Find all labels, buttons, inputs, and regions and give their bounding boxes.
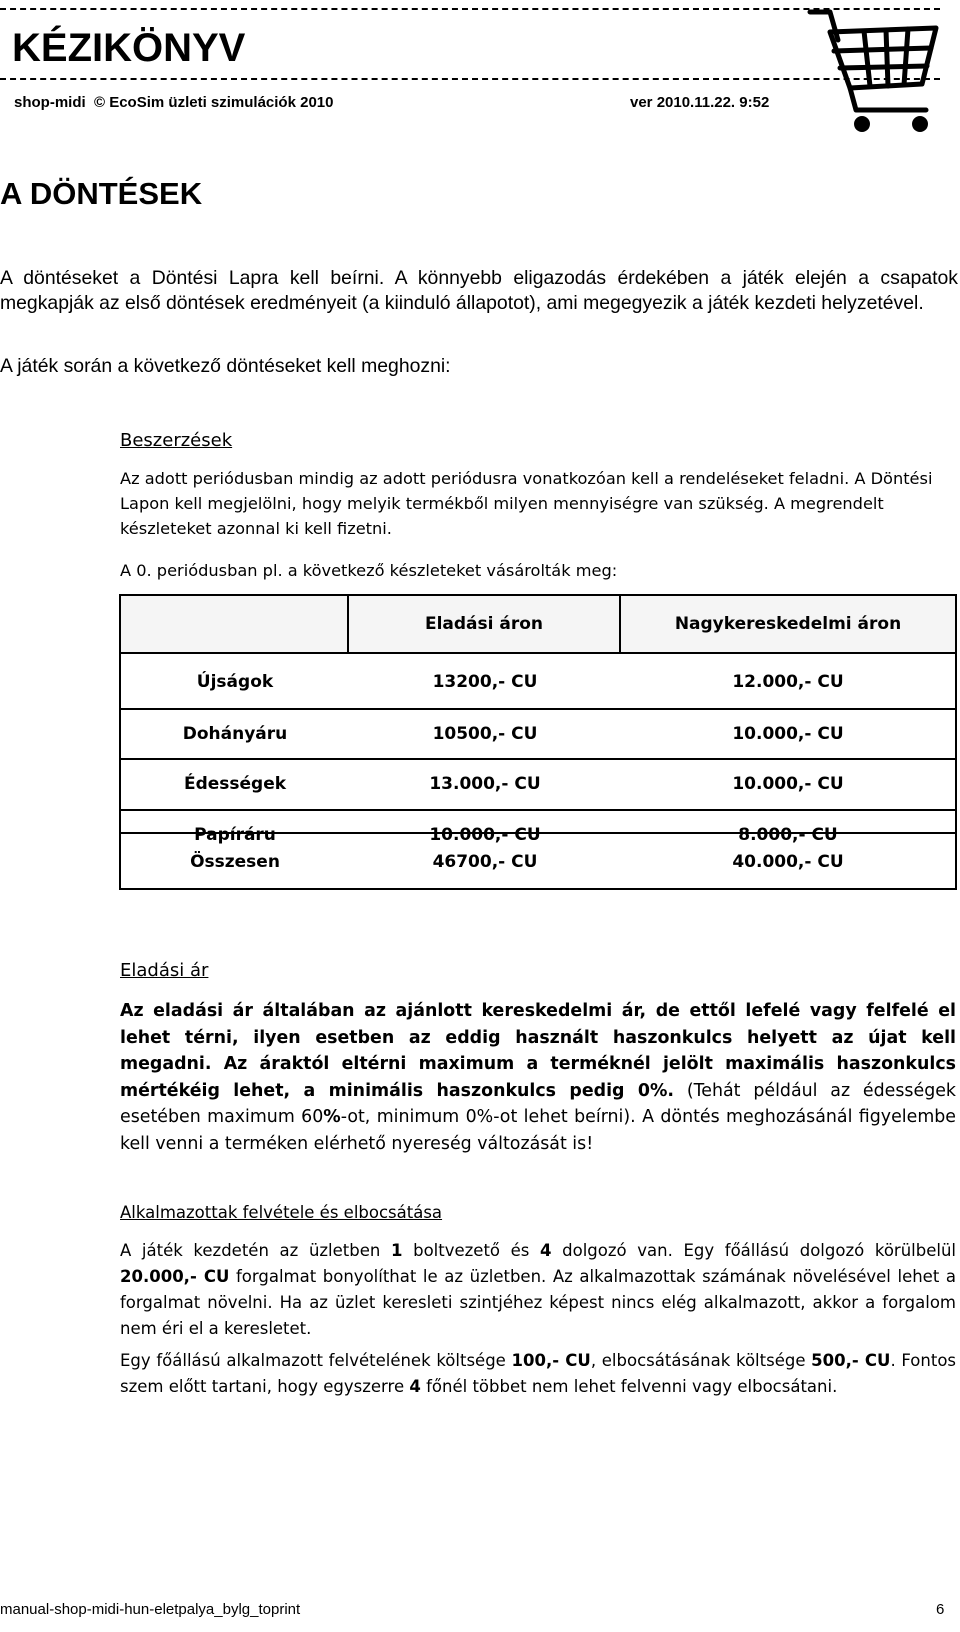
table-header-sale: Eladási áron [349, 596, 621, 652]
alkalmazottak-paragraph-1: A játék kezdetén az üzletben 1 boltvezető és 4 dolgozó van. Egy főállású dolgozó körülbelül 20.000,- CU forgalmat bonyolíthat le az üzletben. Az alkalmazottak számának növelésével lehet a forgalmat növelni. Ha az üzlet keresleti szintjéhez képest nincs elég alkalmazott, akkor a forgalom nem éri el a keresletet. [120, 1241, 956, 1338]
table-row-name: Dohányáru [182, 724, 288, 744]
table-total-sale: 46700,- CU [432, 852, 538, 872]
alkalmazottak-heading: Alkalmazottak felvétele és elbocsátása [120, 1203, 443, 1222]
header-bottom-rule [0, 78, 940, 80]
table-row-sale: 13200,- CU [432, 672, 538, 692]
table-row-sale: 10.000,- CU [429, 825, 541, 845]
table-row-name: Papíráru [194, 825, 276, 845]
table-row-name: Édességek [183, 774, 287, 794]
page-number: 6 [936, 1601, 945, 1618]
intro-lead: A játék során a következő döntéseket kell meghozni: [0, 355, 451, 377]
footer-filename: manual-shop-midi-hun-eletpalya_bylg_toprint [0, 1601, 301, 1618]
eladasi-ar-heading: Eladási ár [120, 960, 209, 981]
header-top-rule [0, 8, 940, 10]
eladasi-ar-paragraph: Az eladási ár általában az ajánlott kereskedelmi ár, de ettől lefelé vagy felfelé el lehet térni, ilyen esetben az eddig használt haszonkulcs helyett az újat kell megadni. Az áraktól eltérni maximum a terméknél jelölt maximális haszonkulcs mértékéig lehet, a minimális haszonkulcs pedig 0%. (Tehát például az édességek esetében maximum 60%-ot, minimum 0%-ot lehet beírni). A döntés meghozásánál figyelembe kell venni a terméken elérhető nyereség változását is! [120, 1001, 957, 1154]
table-row-sale: 10500,- CU [432, 724, 538, 744]
beszerzesek-heading: Beszerzések [120, 430, 233, 451]
table-header-empty [121, 596, 349, 652]
eladasi-ar-rule: Az eladási ár általában az ajánlott kereskedelmi ár, de ettől lefelé vagy felfelé el lehet térni, ilyen esetben az eddig használt haszonkulcs helyett az újat kell megadni. Az áraktól eltérni maximum a terméknél jelölt maximális haszonkulcs mértékéig lehet, a minimális haszonkulcs pedig 0%. [120, 1001, 956, 1101]
table-row-wholesale: 10.000,- CU [732, 724, 844, 744]
table-row-wholesale: 10.000,- CU [732, 774, 844, 794]
table-header-wholesale: Nagykereskedelmi áron [621, 596, 955, 652]
table-row-sale: 13.000,- CU [429, 774, 541, 794]
table-total-name: Összesen [190, 852, 280, 872]
beszerzesek-table-intro: A 0. periódusban pl. a következő készleteket vásárolták meg: [120, 561, 618, 580]
beszerzesek-paragraph: Az adott periódusban mindig az adott periódusra vonatkozóan kell a rendeléseket feladni. A Döntési Lapon kell megjelölni, hogy melyik termékből milyen mennyiségre van szükség. A megrendelt készleteket azonnal ki kell fizetni. [120, 469, 933, 538]
table-row-name: Újságok [196, 672, 274, 692]
table-row-wholesale: 12.000,- CU [732, 672, 844, 692]
shopping-cart-icon [804, 6, 940, 136]
table-row-rule [121, 832, 955, 834]
version-label: ver 2010.11.22. 9:52 [630, 94, 770, 111]
header-meta [14, 94, 794, 116]
table-header-rule [121, 652, 955, 654]
intro-paragraph: A döntéseket a Döntési Lapra kell beírni. A könnyebb eligazodás érdekében a játék elején a csapatok megkapják az első döntések eredményeit (a kiinduló állapotot), ami megegyezik a játék kezdeti helyzetével. [0, 267, 958, 314]
section-title: A DÖNTÉSEK [0, 176, 203, 211]
table-total-wholesale: 40.000,- CU [732, 852, 844, 872]
alkalmazottak-paragraph-2: Egy főállású alkalmazott felvételének költsége 100,- CU, elbocsátásának költsége 500,- CU. Fontos szem előtt tartani, hogy egyszerre 4 főnél többet nem lehet felvenni vagy elbocsátani. [120, 1351, 957, 1396]
copyright-line: shop-midi © EcoSim üzleti szimulációk 2010 [14, 94, 334, 111]
table-row-wholesale: 8.000,- CU [738, 825, 838, 845]
document-title: KÉZIKÖNYV [12, 26, 246, 70]
price-table [119, 594, 957, 890]
